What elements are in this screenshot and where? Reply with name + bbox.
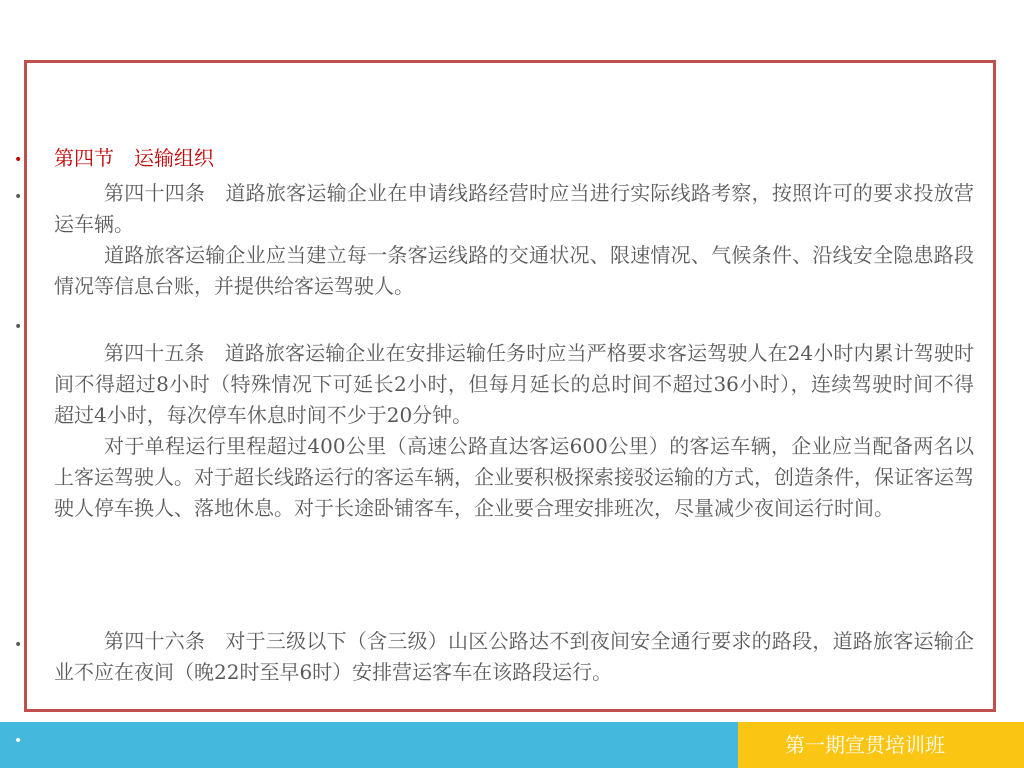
article-46-paragraph-1: 第四十六条 对于三级以下（含三级）山区公路达不到夜间安全通行要求的路段，道路旅客运输企业不应在夜间（晚22时至早6时）安排营运客车在该路段运行。 [54, 629, 974, 684]
article-45-paragraph-1: 第四十五条 道路旅客运输企业在安排运输任务时应当严格要求客运驾驶人在24小时内累计驾驶时间不得超过8小时（特殊情况下可延长2小时，但每月延长的总时间不超过36小时），连续驾驶时间不得超过4小时，每次停车休息时间不少于20分钟。 [54, 341, 974, 427]
article-45-bullet: • [14, 319, 23, 335]
article-44-paragraph-2: 道路旅客运输企业应当建立每一条客运线路的交通状况、限速情况、气候条件、沿线安全隐患路段情况等信息台账，并提供给客运驾驶人。 [54, 243, 974, 298]
article-46 [54, 626, 974, 688]
article-46-bullet: • [14, 637, 23, 653]
section-bullet: • [14, 152, 23, 168]
article-45-paragraph-2: 对于单程运行里程超过400公里（高速公路直达客运600公里）的客运车辆，企业应当配备两名以上客运驾驶人。对于超长线路运行的客运车辆，企业要积极探索接驳运输的方式，创造条件，保证客运驾驶人停车换人、落地休息。对于长途卧铺客车，企业要合理安排班次，尽量减少夜间运行时间。 [54, 434, 974, 520]
footer-label: 第一期宣贯培训班 [785, 733, 945, 757]
article-44-paragraph-1: 第四十四条 道路旅客运输企业在申请线路经营时应当进行实际线路考察，按照许可的要求投放营运车辆。 [54, 181, 974, 236]
footer-bar-blue [0, 722, 738, 768]
section-title: 第四节 运输组织 [54, 146, 214, 170]
footer-bullet: • [14, 733, 23, 749]
article-44 [54, 178, 974, 302]
article-45 [54, 338, 974, 524]
article-44-bullet: • [14, 189, 23, 205]
